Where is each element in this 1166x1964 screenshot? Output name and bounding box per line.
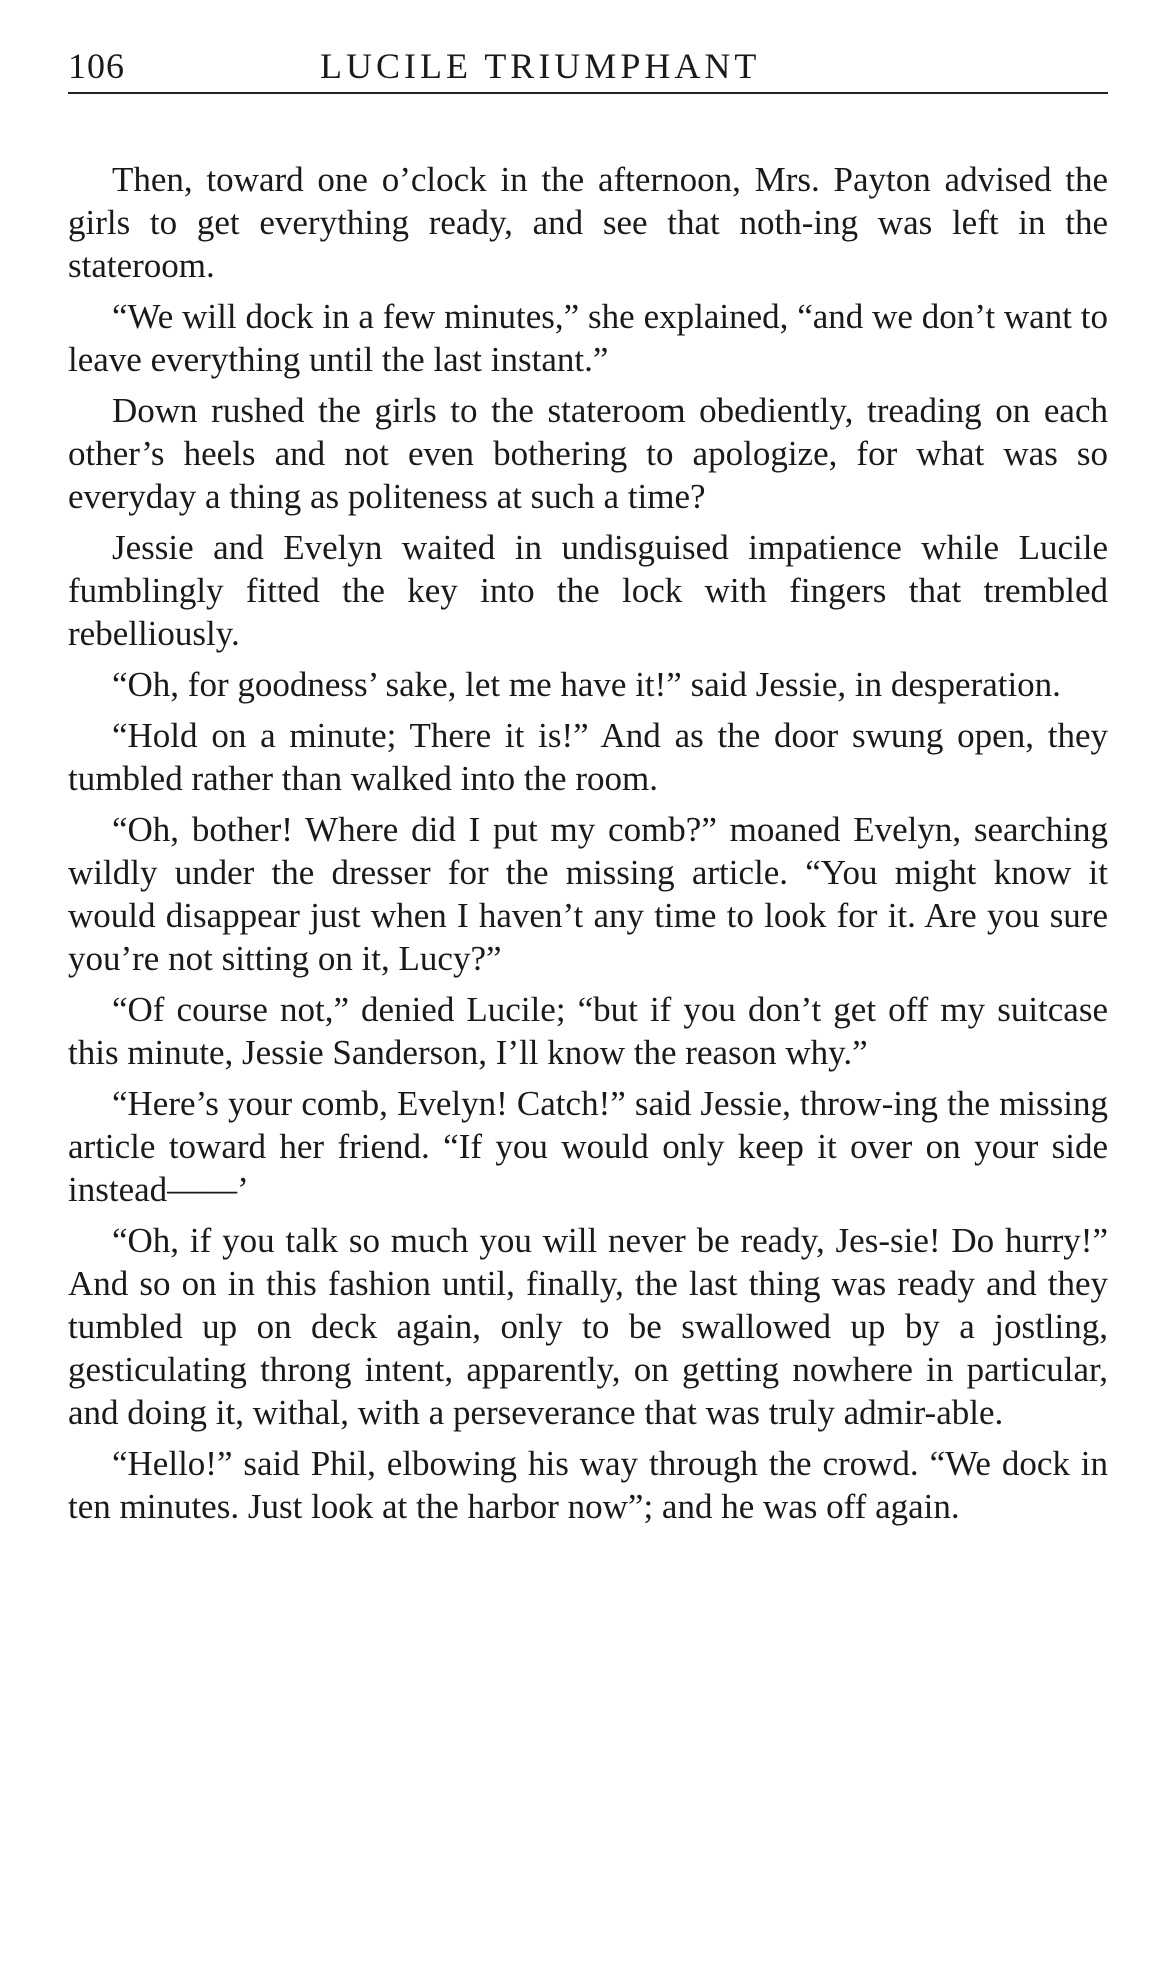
paragraph: “Here’s your comb, Evelyn! Catch!” said Jessie, throw-ing the missing article toward her friend. “If you would only keep it over on your side instead——’: [68, 1084, 1108, 1209]
paragraph: “We will dock in a few minutes,” she explained, “and we don’t want to leave everything until the last instant.”: [68, 297, 1108, 379]
page-number: 106: [68, 46, 125, 86]
paragraph: “Of course not,” denied Lucile; “but if you don’t get off my suitcase this minute, Jessie Sanderson, I’ll know the reason why.”: [68, 990, 1108, 1072]
paragraph: “Oh, bother! Where did I put my comb?” moaned Evelyn, searching wildly under the dresser for the missing article. “You might know it would disappear just when I haven’t any time to look for it. Are you sure you’re not sitting on it, Lucy?”: [68, 810, 1108, 978]
running-title: LUCILE TRIUMPHANT: [320, 46, 761, 86]
body-text: [68, 158, 1108, 1536]
paragraph: “Hold on a minute; There it is!” And as the door swung open, they tumbled rather than walked into the room.: [68, 716, 1108, 798]
paragraph: Jessie and Evelyn waited in undisguised impatience while Lucile fumblingly fitted the key into the lock with fingers that trembled rebelliously.: [68, 528, 1108, 653]
paragraph: “Oh, if you talk so much you will never be ready, Jes-sie! Do hurry!” And so on in this fashion until, finally, the last thing was ready and they tumbled up on deck again, only to be swallowed up by a jostling, gesticulating throng intent, apparently, on getting nowhere in particular, and doing it, withal, with a perseverance that was truly admir-able.: [68, 1221, 1108, 1432]
running-head: [68, 40, 1108, 94]
paragraph: “Hello!” said Phil, elbowing his way through the crowd. “We dock in ten minutes. Just look at the harbor now”; and he was off again.: [68, 1444, 1108, 1526]
paragraph: “Oh, for goodness’ sake, let me have it!” said Jessie, in desperation.: [112, 665, 1061, 704]
paragraph: Then, toward one o’clock in the afternoon, Mrs. Payton advised the girls to get everything ready, and see that noth-ing was left in the stateroom.: [68, 160, 1108, 285]
paragraph: Down rushed the girls to the stateroom obediently, treading on each other’s heels and not even bothering to apologize, for what was so everyday a thing as politeness at such a time?: [68, 391, 1108, 516]
